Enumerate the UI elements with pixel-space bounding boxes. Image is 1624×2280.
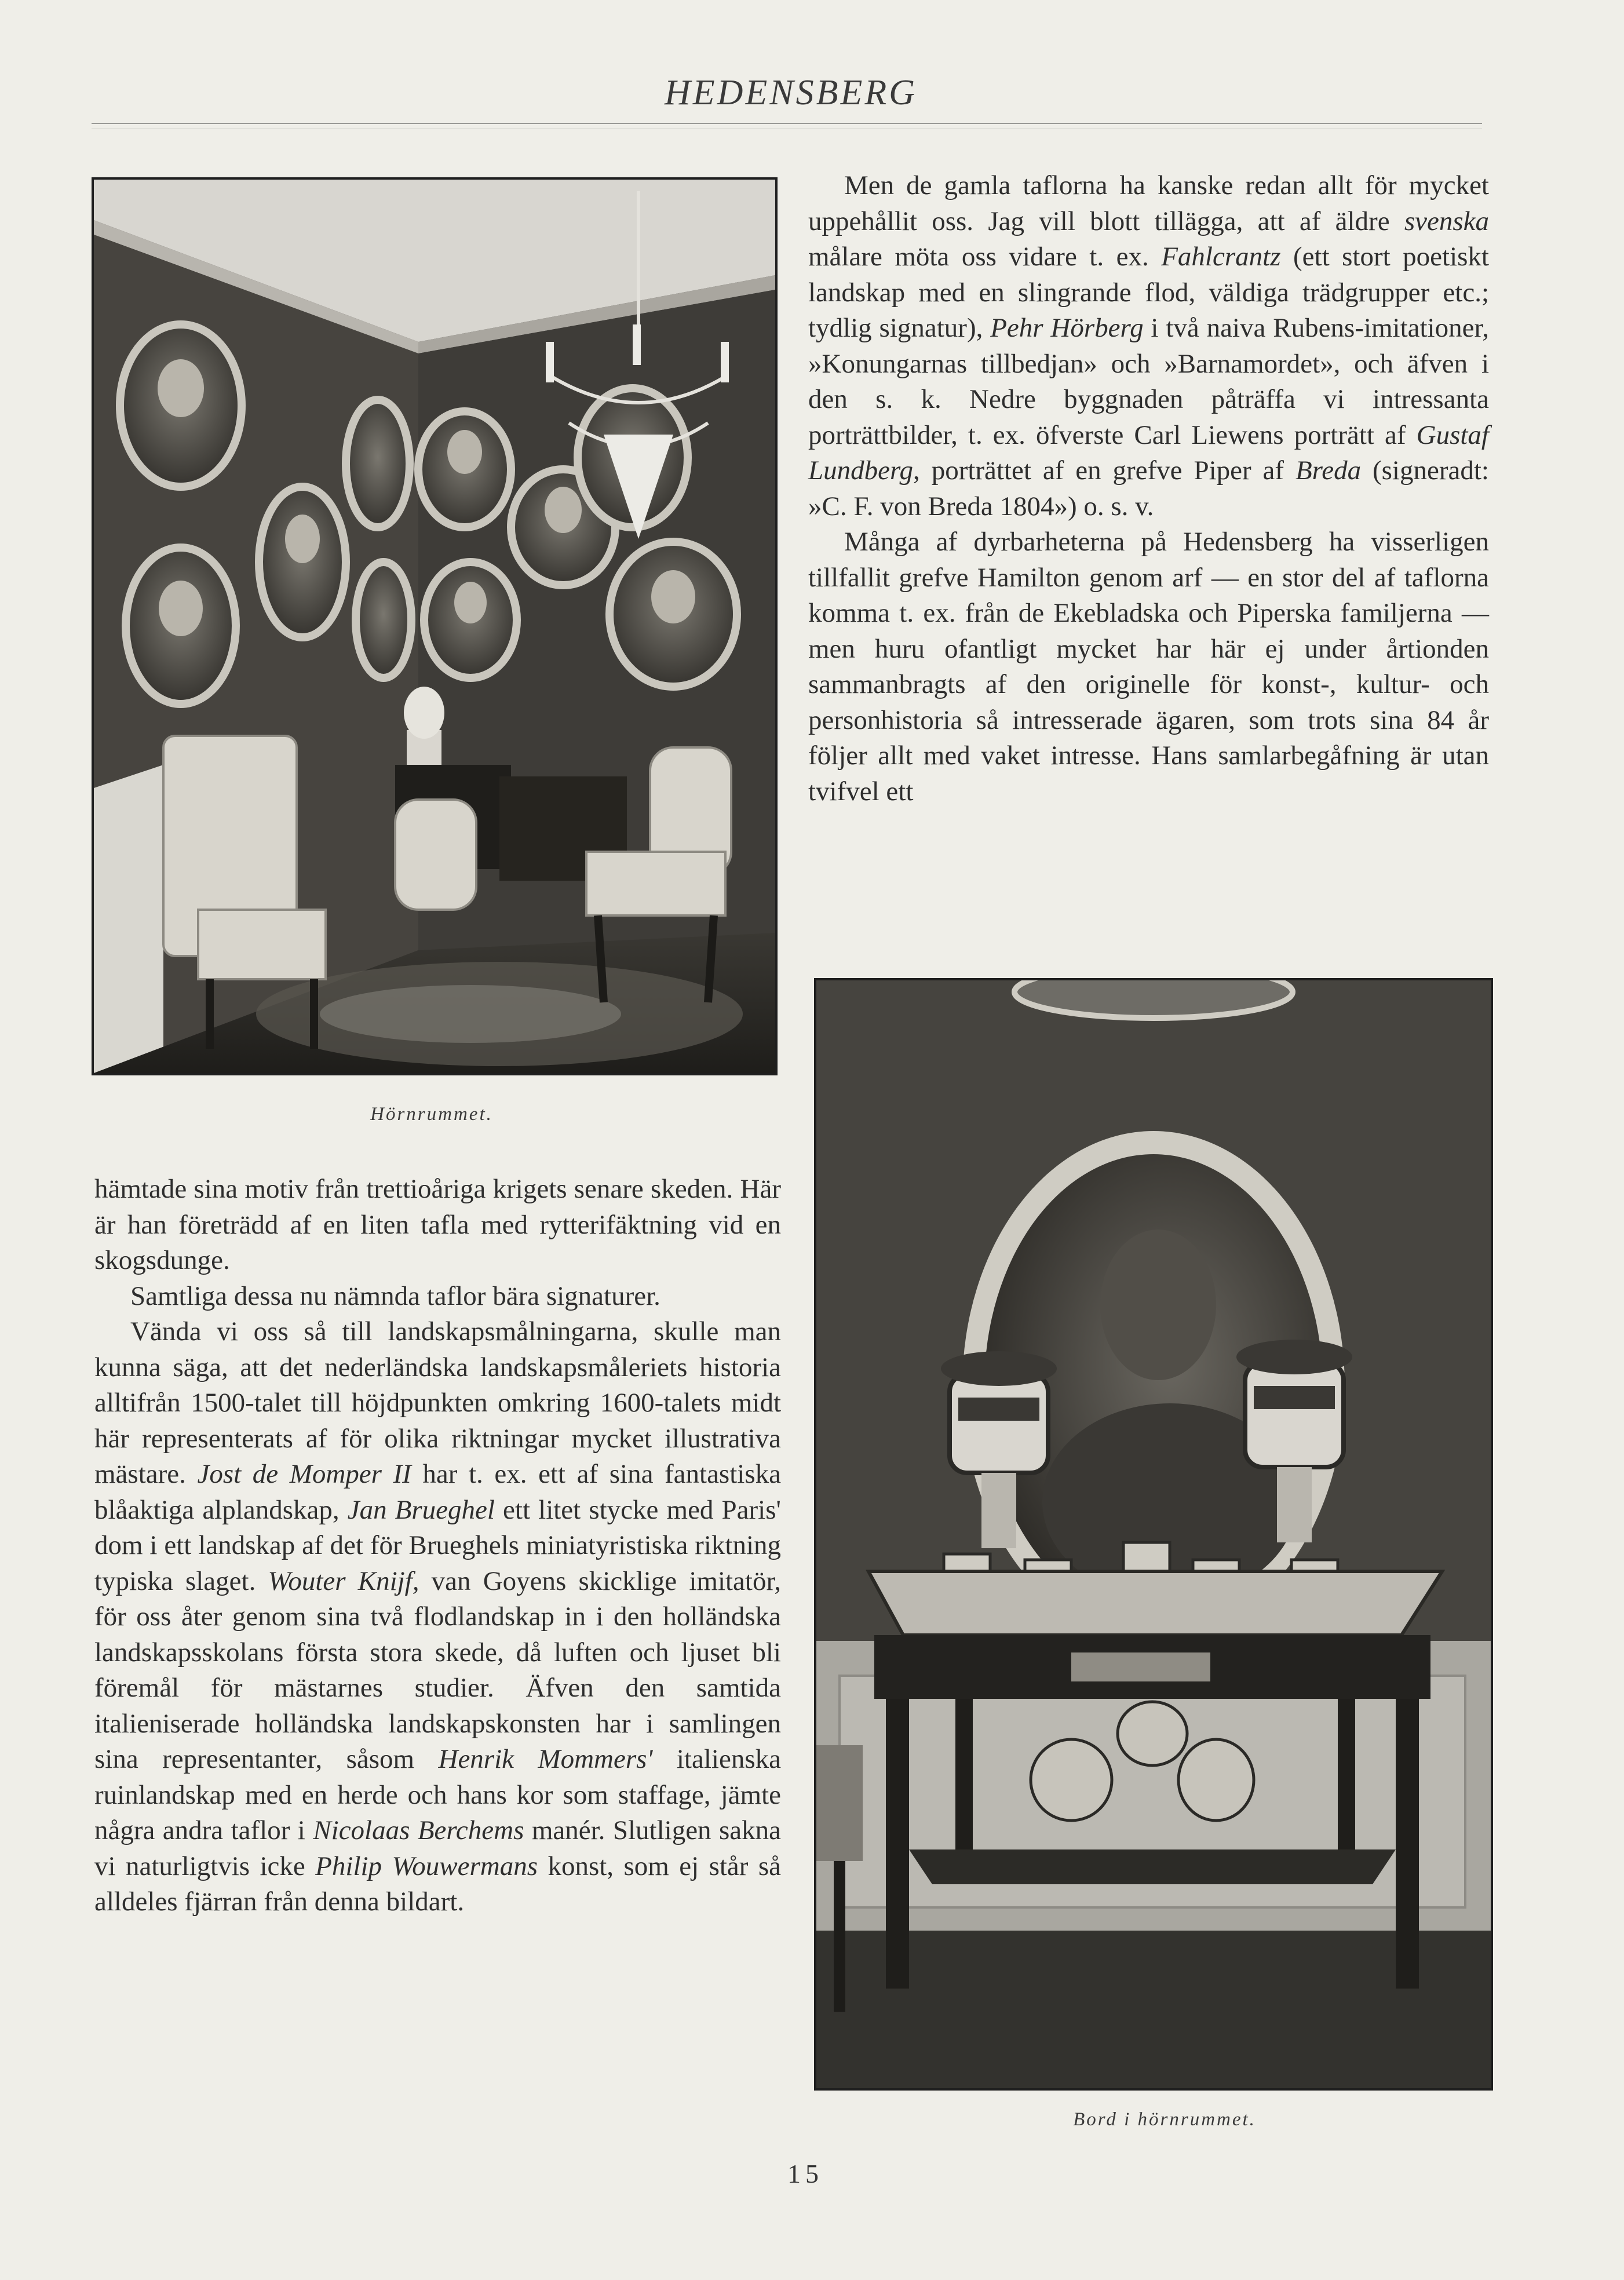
italic-name: Nicolaas Berchems (313, 1815, 524, 1845)
paragraph (94, 1314, 781, 1920)
italic-name: Jost de Momper II (197, 1459, 411, 1489)
right-text-column (808, 168, 1489, 809)
italic-name: Fahlcrantz (1161, 242, 1281, 272)
text-run: har t. ex. ett af sina fantastiska blåaktiga alplandskap, (94, 1459, 781, 1525)
page-number: 15 (787, 2159, 823, 2188)
text-run: målare möta oss vidare t. ex. (808, 242, 1162, 272)
italic-name: Wouter Knijf, (268, 1566, 419, 1596)
paragraph: Samtliga dessa nu nämnda taflor bära signaturer. (130, 1281, 660, 1311)
italic-name: Pehr Hörberg (990, 313, 1144, 343)
paragraph: hämtade sina motiv från trettioåriga krigets senare skeden. Här är han företrädd af en liten tafla med rytterifäktning vid en skogsdunge. (94, 1174, 781, 1275)
figure-caption-corner-room: Hörnrummet. (370, 1104, 493, 1125)
text-run: ett litet stycke med Paris' dom i ett landskap af det för Brueghels miniatyristiska riktning typiska slaget. (94, 1494, 781, 1596)
text-run: (signeradt: »C. F. von Breda 1804») o. s. v. (808, 455, 1489, 521)
italic-name: Henrik Mommers' (438, 1744, 653, 1774)
text-run: Men de gamla taflorna ha kanske redan allt för mycket uppehållit oss. Jag vill blott tillägga, att af äldre (808, 170, 1489, 236)
paragraph (808, 168, 1489, 524)
text-run: konst, som ej står så alldeles fjärran från denna bildart. (94, 1851, 781, 1917)
text-run: , porträttet af en grefve Piper af (913, 455, 1295, 486)
paragraph: Många af dyrbarheterna på Hedensberg ha visserligen tillfallit grefve Hamilton genom arf — en stor del af taflorna komma t. ex. från de Ekebladska och Piperska familjerna — men huru ofantligt mycket har här ej under årtionden sammanbragts af den originelle för konst-, kultur- och personhistoria så intresserade ägaren, som trots sina 84 år följer allt med vaket intresse. Hans samlarbegåfning är utan tvifvel ett (808, 527, 1489, 807)
running-head-title: HEDENSBERG (664, 73, 918, 112)
text-run: van Goyens skicklige imitatör, för oss åter genom sina två flodlandskap in i den holländska landskapsskolans första stora skede, då luften och ljuset bli föremål för mästarnes studier. Äfven den samtida italieniserade holländska landskapskonsten har i samlingen sina representanter, såsom (94, 1566, 781, 1774)
text-run: Vända vi oss så till landskapsmålningarna, skulle man kunna säga, att det nederländska landskapsmåleriets historia alltifrån 1500-talet till höjdpunkten omkring 1600-talets midt här representerats af för olika riktningar mycket illustrativa mästare. (94, 1316, 781, 1489)
text-run: (ett stort poetiskt landskap med en slingrande flod, väldiga trädgrupper etc.; tydlig signatur), (808, 242, 1489, 343)
table-photograph (814, 978, 1493, 2091)
italic-name: Breda (1295, 455, 1362, 486)
left-text-column (94, 1172, 781, 1920)
text-run: manér. Slutligen sakna vi naturligtvis icke (94, 1815, 781, 1881)
text-run: italienska ruinlandskap med en herde och hans kor som staffage, jämte några andra taflor i (94, 1744, 781, 1845)
header-rule (92, 123, 1482, 124)
italic-name: Philip Wouwermans (315, 1851, 538, 1881)
text-run: i två naiva Rubens-imitationer, »Konungarnas tillbedjan» och »Barnamordet», och äfven i den s. k. Nedre byggnaden påträffa vi intressanta porträttbilder, t. ex. öfverste Carl Liewens porträtt af (808, 313, 1489, 450)
italic-name: Gustaf Lundberg (808, 419, 1489, 486)
figure-caption-table: Bord i hörnrummet. (1073, 2109, 1256, 2130)
corner-room-photograph (92, 177, 778, 1075)
italic-name: svenska (1404, 206, 1489, 236)
italic-name: Jan Brueghel (347, 1494, 495, 1525)
